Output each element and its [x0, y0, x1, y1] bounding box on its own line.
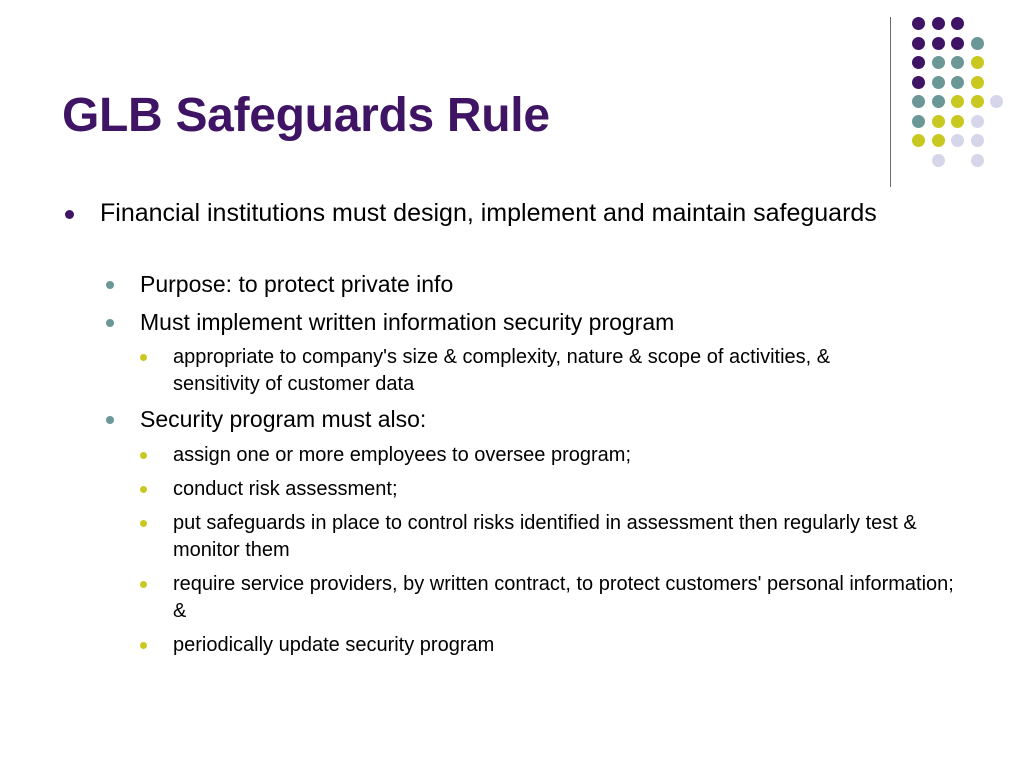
decorative-dot	[932, 56, 945, 69]
decorative-dot	[971, 154, 984, 167]
decorative-dot	[951, 95, 964, 108]
decorative-dot	[912, 56, 925, 69]
bullet-text: assign one or more employees to oversee program;	[173, 444, 632, 466]
decorative-dot	[971, 134, 984, 147]
decorative-dot	[932, 76, 945, 89]
bullet-level3	[173, 632, 963, 659]
bullet-text: put safeguards in place to control risks identified in assessment then regularly test & monitor them	[173, 512, 917, 561]
bullet-level3	[173, 442, 963, 469]
decorative-dot	[951, 17, 964, 30]
bullet-text: Must implement written information security program	[140, 309, 675, 335]
bullet-level3	[173, 571, 963, 625]
decorative-dot	[990, 95, 1003, 108]
decorative-dot	[932, 95, 945, 108]
slide-title: GLB Safeguards Rule	[62, 89, 550, 142]
bullet-dot-icon	[140, 452, 147, 459]
decorative-dot	[971, 115, 984, 128]
decorative-dot	[951, 115, 964, 128]
decorative-dot	[932, 115, 945, 128]
bullet-text: Security program must also:	[140, 406, 427, 432]
divider-line	[890, 17, 891, 187]
decorative-dot	[971, 95, 984, 108]
bullet-dot-icon	[140, 642, 147, 649]
decorative-dot	[912, 37, 925, 50]
decorative-dot	[912, 134, 925, 147]
bullet-level3	[173, 344, 903, 398]
decorative-dot	[932, 154, 945, 167]
bullet-level1	[100, 198, 900, 229]
decorative-dot	[971, 37, 984, 50]
decorative-dot	[912, 76, 925, 89]
bullet-dot-icon	[140, 581, 147, 588]
bullet-dot-icon	[106, 281, 114, 289]
decorative-dot	[971, 76, 984, 89]
bullet-dot-icon	[106, 319, 114, 327]
decorative-dot	[932, 134, 945, 147]
decorative-dot	[912, 95, 925, 108]
bullet-text: Purpose: to protect private info	[140, 271, 454, 297]
bullet-dot-icon	[65, 210, 74, 219]
bullet-level3	[173, 510, 963, 564]
bullet-level2	[140, 308, 900, 336]
decorative-dot	[932, 17, 945, 30]
bullet-level3	[173, 476, 963, 503]
decorative-dot	[951, 76, 964, 89]
bullet-text: appropriate to company's size & complexity, nature & scope of activities, & sensitivity of customer data	[173, 346, 831, 395]
bullet-dot-icon	[140, 520, 147, 527]
bullet-level2	[140, 270, 900, 298]
decorative-dot	[951, 56, 964, 69]
decorative-dot	[912, 115, 925, 128]
bullet-level2	[140, 405, 900, 433]
bullet-dot-icon	[106, 416, 114, 424]
bullet-text: require service providers, by written contract, to protect customers' personal information; &	[173, 573, 954, 622]
bullet-text: periodically update security program	[173, 634, 495, 656]
decorative-dot	[951, 134, 964, 147]
bullet-text: conduct risk assessment;	[173, 478, 398, 500]
decorative-dot	[912, 17, 925, 30]
bullet-text: Financial institutions must design, implement and maintain safeguards	[100, 199, 877, 227]
bullet-dot-icon	[140, 354, 147, 361]
decorative-dot	[971, 56, 984, 69]
decorative-dot	[951, 37, 964, 50]
bullet-dot-icon	[140, 486, 147, 493]
decorative-dot	[932, 37, 945, 50]
